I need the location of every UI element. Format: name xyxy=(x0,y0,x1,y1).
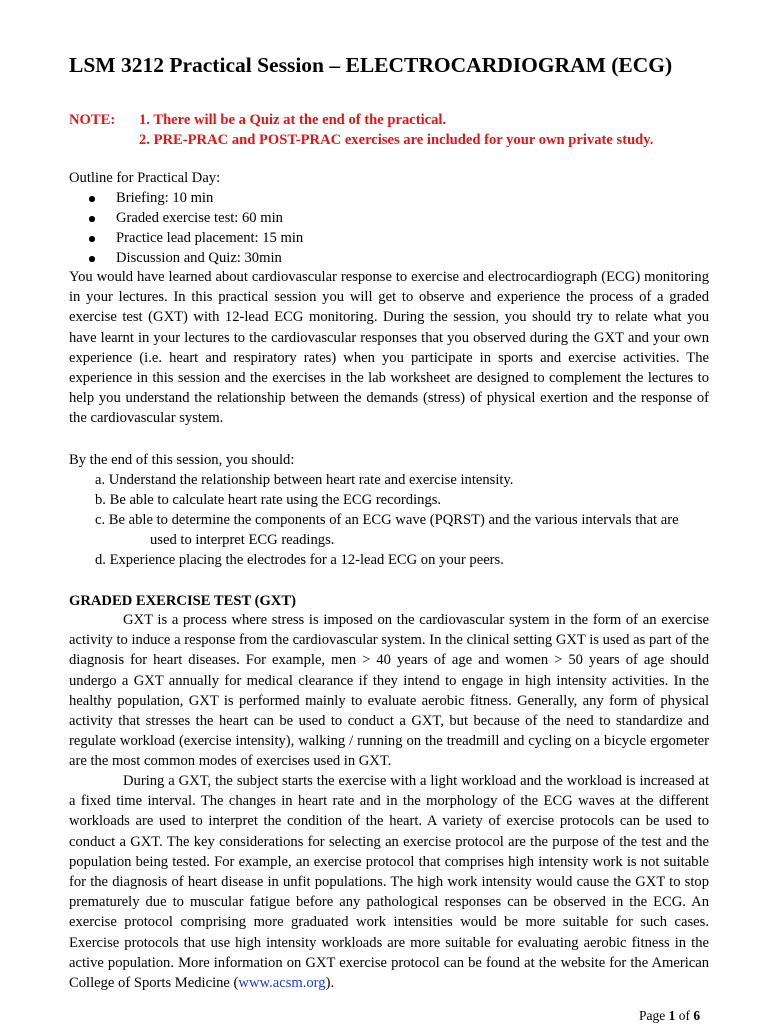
page-number: 1 xyxy=(668,1008,676,1023)
note-label: NOTE: xyxy=(69,112,116,128)
outline-heading: Outline for Practical Day: xyxy=(69,170,221,186)
note-line-2: 2. PRE-PRAC and POST-PRAC exercises are included for your own private study. xyxy=(139,132,654,148)
page-footer xyxy=(639,1006,700,1026)
gxt-paragraph-2-text: During a GXT, the subject starts the exercise with a light workload and the workload is increased at a fixed time interval. The changes in heart rate and in the morphology of the ECG waves at the different workloads are used to interpret the condition of the heart. A variety of exercise protocols can be used to conduct a GXT. The key considerations for selecting an exercise protocol are the purpose of the test and the population being tested. For example, an exercise protocol that comprises high intensity work is not suitable for the diagnosis of heart disease in unfit populations. The high work intensity would cause the GXT to stop prematurely due to muscular fatigue before any pathological responses can be observed in the ECG. An exercise protocol comprising more graduated work intensities would be more suitable for such cases. Exercise protocols that use high intensity workloads are more suitable for evaluating aerobic fitness in the active population. More information on GXT exercise protocol can be found at the website for the American College of Sports Medicine ( xyxy=(69,773,709,992)
page-label: Page xyxy=(639,1008,666,1023)
objective-c-line-1: c. Be able to determine the components of an ECG wave (PQRST) and the various intervals that are xyxy=(95,512,679,528)
acsm-link[interactable]: www.acsm.org xyxy=(238,975,326,992)
objective-c-line-2: used to interpret ECG readings. xyxy=(150,532,335,548)
objective-d: d. Experience placing the electrodes for a 12-lead ECG on your peers. xyxy=(95,552,504,568)
of-label: of xyxy=(678,1008,690,1023)
note-line-1: 1. There will be a Quiz at the end of the practical. xyxy=(139,112,447,128)
intro-paragraph: You would have learned about cardiovascular response to exercise and electrocardiograph (ECG) monitoring in your lectures. In this practical session you will get to observe and experience the process of a graded exercise test (GXT) with 12-lead ECG monitoring. During the session, you should try to relate what you have learnt in your lectures to the cardiovascular responses that you observed during the GXT and your own experience (i.e. heart and respiratory rates) when you participate in sports and exercise activities. The experience in this session and the exercises in the lab worksheet are designed to complement the lectures to help you understand the relationship between the demands (stress) of physical exertion and the response of the cardiovascular system. xyxy=(69,269,709,427)
total-pages: 6 xyxy=(693,1008,701,1023)
document-page: LSM 3212 Practical Session – ELECTROCARDIOGRAM (ECG) NOTE: 1. There will be a Quiz at the end of the practical. 2. PRE-PRAC and POST-PRAC exercises are included for your own private study. Outline for Practical Day: Briefing: 10 min Graded exercise test: 60 min Practice lead placement: 15 min Discussion and Quiz: 30min You would have learned about cardiovascular response to exercise and electrocardiograph (ECG) monitoring in your lectures. In this practical session you will get to observe and experience the process of a graded exercise test (GXT) with 12-lead ECG monitoring. During the session, you should try to relate what you have learnt in your lectures to the cardiovascular responses that you observed during the GXT and your own experience (i.e. heart and respiratory rates) when you participate in sports and exercise activities. The experience in this session and the exercises in the lab worksheet are designed to complement the lectures to help you understand the relationship between the demands (stress) of physical exertion and the response of the cardiovascular system. By the end of this session, you should: a. Understand the relationship between heart rate and exercise intensity. b. Be able to calculate heart rate using the ECG recordings. c. Be able to determine the components of an ECG wave (PQRST) and the various intervals that are used to interpret ECG readings. d. Experience placing the electrodes for a 12-lead ECG on your peers. GRADED EXERCISE TEST (GXT) GXT is a process where stress is imposed on the cardiovascular system in the form of an exercise activity to induce a response from the cardiovascular system. In the clinical setting GXT is used as part of the diagnosis for heart diseases. For example, men > 40 years of age and women > 50 years of age should undergo a GXT annually for medical clearance if they intend to engage in high intensity activities. In the healthy population, GXT is performed mainly to evaluate aerobic fitness. Generally, any form of physical activity that stresses the heart can be used to conduct a GXT, but because of the need to standardize and regulate workload (exercise intensity), walking / running on the treadmill and cycling on a bicycle ergometer are the most common modes of exercises used in GXT. During a GXT, the subject starts the exercise with a light workload and the workload is increased at a fixed time interval. The changes in heart rate and in the morphology of the ECG waves at the different workloads are used to interpret the condition of the heart. A variety of exercise protocols can be used to conduct a GXT. The key considerations for selecting an exercise protocol are the purpose of the test and the population being tested. For example, an exercise protocol that comprises high intensity work is not suitable for the diagnosis of heart disease in unfit populations. The high work intensity would cause the GXT to stop prematurely due to muscular fatigue before any pathological responses can be observed in the ECG. An exercise protocol comprising more graduated work intensities would be more suitable for such cases. Exercise protocols that use high intensity workloads are more suitable for evaluating aerobic fitness in the active population. More information on GXT exercise protocol can be found at the website for the American College of Sports Medicine (www.acsm.org). Page 1 of 6 xyxy=(0,0,768,1024)
page-title: LSM 3212 Practical Session – ELECTROCARDIOGRAM (ECG) xyxy=(69,53,673,77)
gxt-paragraph-1: GXT is a process where stress is imposed on the cardiovascular system in the form of an exercise activity to induce a response from the cardiovascular system. In the clinical setting GXT is used as part of the diagnosis for heart diseases. For example, men > 40 years of age and women > 50 years of age should undergo a GXT annually for medical clearance if they intend to engage in high intensity activities. In the healthy population, GXT is performed mainly to evaluate aerobic fitness. Generally, any form of physical activity that stresses the heart can be used to conduct a GXT, but because of the need to standardize and regulate workload (exercise intensity), walking / running on the treadmill and cycling on a bicycle ergometer are the most common modes of exercises used in GXT. xyxy=(69,612,709,770)
objective-b: b. Be able to calculate heart rate using the ECG recordings. xyxy=(95,492,442,508)
gxt-heading: GRADED EXERCISE TEST (GXT) xyxy=(69,593,296,609)
gxt-paragraph-2-end: ). xyxy=(325,975,335,992)
objective-a: a. Understand the relationship between heart rate and exercise intensity. xyxy=(95,472,514,488)
gxt-paragraph-2 xyxy=(69,771,709,993)
objectives-heading: By the end of this session, you should: xyxy=(69,452,295,468)
